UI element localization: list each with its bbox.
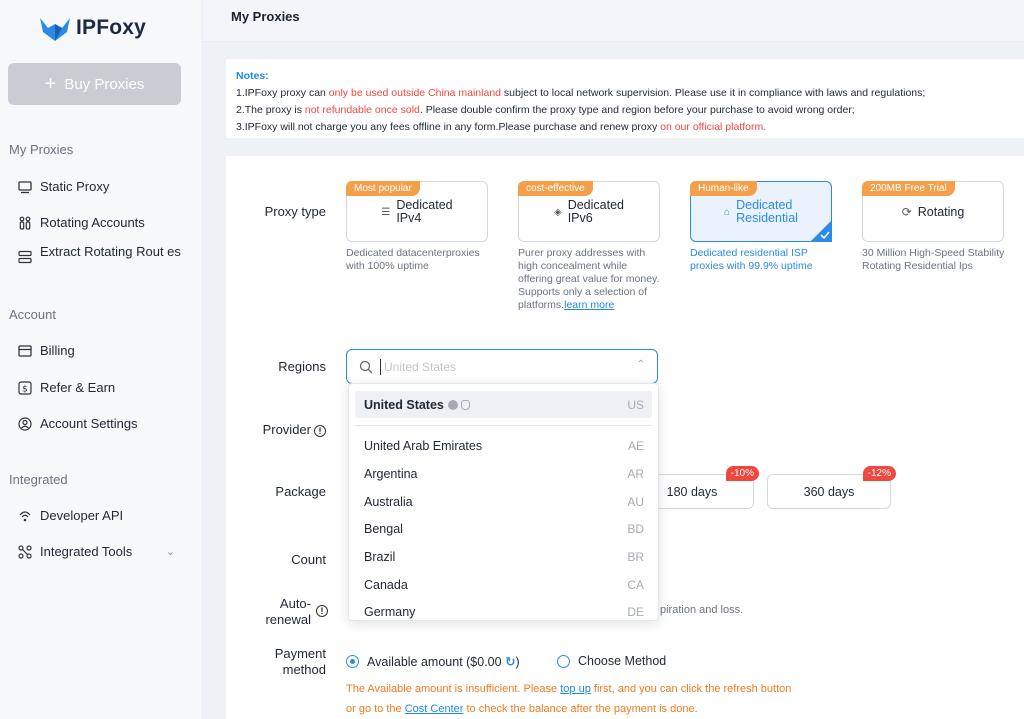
regions-dropdown: [348, 383, 659, 621]
proxy-type-title: [568, 199, 624, 225]
region-option-name: Brazil: [364, 549, 396, 564]
people-icon: [18, 216, 32, 230]
dollar-icon: [18, 381, 32, 395]
verified-icon: [448, 400, 458, 410]
list-icon: [18, 250, 32, 264]
proxy-type-tag: Most popular: [346, 181, 420, 196]
sidebar-item-label: Billing: [40, 343, 75, 358]
package-label: 360 days: [803, 484, 855, 499]
note-text: subject to local network supervision. Please use it in compliance with laws and regulations;: [501, 87, 926, 99]
proxy-type-title-line2: IPv6: [567, 211, 593, 225]
payment-label-line1: Payment: [274, 646, 326, 661]
buy-proxies-label: Buy Proxies: [64, 75, 145, 93]
page-title: My Proxies: [231, 9, 300, 24]
sidebar-item-billing[interactable]: [18, 343, 183, 358]
count-label: Count: [291, 552, 326, 567]
proxy-type-name: [347, 199, 487, 225]
discount-badge: -10%: [726, 466, 759, 481]
proxy-type-name: [519, 199, 659, 225]
proxy-type-tag: Human-like: [690, 181, 757, 196]
buy-proxies-button[interactable]: [8, 63, 181, 105]
proxy-type-desc: Dedicated datacenterproxies with 100% uptime: [346, 247, 480, 272]
warning-text: The Available amount is insufficient. Please: [346, 683, 561, 695]
chevron-up-icon[interactable]: ⌃: [636, 359, 645, 370]
cost-center-link[interactable]: Cost Center: [404, 703, 464, 715]
region-option-bd[interactable]: [355, 515, 652, 542]
fox-logo-icon: [38, 14, 72, 42]
region-option-name: Australia: [364, 494, 413, 509]
provider-label-text: Provider: [262, 422, 311, 437]
note-text: 1.IPFoxy proxy can: [236, 87, 329, 99]
insufficient-balance-warning: [346, 679, 791, 719]
note-highlight: not refundable once sold: [304, 104, 420, 116]
radio-unselected-icon: [557, 655, 570, 668]
region-option-name: Canada: [364, 577, 408, 592]
logo[interactable]: [38, 14, 146, 42]
region-code: BR: [627, 549, 644, 564]
rotate-icon: ⟳: [901, 205, 912, 219]
sidebar-item-account-settings[interactable]: [18, 416, 183, 431]
region-option-name: United Arab Emirates: [364, 438, 483, 453]
proxy-type-title: [736, 199, 798, 225]
info-icon[interactable]: !: [316, 605, 328, 617]
region-code: DE: [627, 604, 644, 619]
hand-icon: [461, 400, 470, 410]
home-icon: ⌂: [724, 206, 731, 218]
learn-more-link[interactable]: learn more: [564, 299, 615, 311]
proxy-type-title: Rotating: [917, 205, 965, 219]
proxy-type-title-line1: Dedicated: [736, 198, 793, 212]
top-up-link[interactable]: top up: [560, 683, 591, 695]
notes-title: Notes:: [236, 70, 269, 82]
proxy-type-title-line1: Dedicated: [567, 198, 624, 212]
note-text: 3.IPFoxy will not charge you any fees offline in any form.Please purchase and renew proxy: [236, 121, 661, 133]
server-icon: ☰: [381, 206, 391, 218]
sidebar-item-rotating-accounts[interactable]: [18, 215, 183, 230]
payment-label: [226, 646, 326, 678]
note-text: . Please double confirm the proxy type and region before your purchase to avoid wrong order;: [419, 104, 855, 116]
region-option-us[interactable]: [355, 391, 652, 418]
main-content: [203, 0, 1024, 719]
search-icon: [359, 360, 373, 374]
discount-badge: -12%: [863, 466, 896, 481]
note-text: 2.The proxy is: [236, 104, 305, 116]
region-code: AR: [627, 466, 644, 481]
divider: [355, 425, 652, 426]
sidebar-item-label: Developer API: [40, 508, 124, 523]
available-amount-text: Available amount ($0.00: [367, 655, 506, 669]
payment-choose-method[interactable]: [557, 654, 666, 668]
note-highlight: only be used outside China mainland: [328, 87, 501, 99]
autorenew-description: piration and loss.: [660, 604, 744, 616]
proxy-type-title-line2: Residential: [736, 211, 798, 225]
proxy-type-dedicated-ipv4[interactable]: [346, 181, 488, 242]
autorenew-label: [211, 596, 311, 628]
proxy-type-tag: cost-effective: [518, 181, 593, 196]
sidebar-item-refer-earn[interactable]: [18, 380, 183, 395]
sidebar-item-label: Rotating Accounts: [40, 215, 145, 230]
layers-icon: ◈: [554, 206, 562, 218]
region-option-de[interactable]: [355, 598, 652, 621]
proxy-type-title-line1: Dedicated: [396, 198, 453, 212]
proxy-type-label: Proxy type: [264, 204, 326, 219]
sidebar-item-label: Integrated Tools: [40, 544, 133, 559]
proxy-type-rotating[interactable]: [862, 181, 1004, 242]
proxy-type-desc: [518, 247, 663, 312]
sidebar-item-extract-rotating-routes[interactable]: [18, 243, 183, 264]
chevron-down-icon: ⌄: [165, 546, 175, 558]
regions-label: Regions: [278, 359, 326, 374]
user-settings-icon: [18, 417, 32, 431]
package-label: Package: [275, 484, 326, 499]
sidebar-item-developer-api[interactable]: [18, 508, 183, 523]
section-account: Account: [9, 307, 56, 322]
region-code: BD: [627, 521, 644, 536]
sidebar-item-label: Static Proxy: [40, 179, 110, 194]
region-option-name: [364, 398, 470, 412]
proxy-type-title-line2: IPv4: [396, 211, 422, 225]
note-line-2: [236, 102, 1014, 119]
billing-icon: [18, 344, 32, 358]
region-code: CA: [627, 577, 644, 592]
autorenew-label-line1: Auto-: [279, 596, 311, 611]
monitor-icon: [18, 180, 32, 194]
warning-line-2: [346, 699, 791, 719]
proxy-type-tag: 200MB Free Trial: [862, 181, 955, 196]
available-amount-end: ): [515, 655, 520, 669]
text-caret: [380, 359, 381, 375]
payment-label-line2: method: [282, 662, 326, 677]
package-360-days[interactable]: [767, 468, 891, 509]
check-icon: [810, 220, 832, 242]
region-option-name: Argentina: [364, 466, 418, 481]
topbar: [203, 0, 1024, 42]
warning-text: or go to the: [346, 703, 405, 715]
region-option-br[interactable]: [355, 543, 652, 570]
note-highlight: on our official platform.: [660, 121, 767, 133]
region-name-text: United States: [364, 397, 444, 412]
region-code: AU: [627, 494, 644, 509]
available-amount-label: [367, 654, 520, 669]
regions-search-input[interactable]: [346, 349, 658, 384]
svg-text:$: $: [22, 384, 28, 395]
warning-text: first, and you can click the refresh button: [590, 683, 792, 695]
proxy-type-desc: 30 Million High-Speed Stability Rotating Residential Ips: [862, 247, 1005, 272]
proxy-type-desc: Dedicated residential ISP proxies with 99.9% uptime: [690, 247, 813, 272]
package-label: 180 days: [666, 484, 718, 499]
warning-text: to check the balance after the payment is done.: [463, 703, 698, 715]
refresh-icon[interactable]: ↻: [505, 655, 516, 669]
autorenew-label-line2: [211, 612, 311, 628]
proxy-type-desc-text: Purer proxy addresses with high concealment while offering great value for money. Supports only a selection of platforms.: [518, 247, 660, 311]
section-integrated: Integrated: [9, 472, 68, 487]
autorenew-label-text: renewal: [265, 612, 311, 627]
region-option-ar[interactable]: [355, 460, 652, 487]
region-option-au[interactable]: [355, 488, 652, 515]
note-line-3: [236, 119, 1014, 136]
note-line-1: [236, 85, 1014, 102]
warning-line-1: [346, 679, 791, 699]
regions-placeholder: United States: [384, 360, 457, 374]
proxy-type-dedicated-residential[interactable]: [690, 181, 832, 242]
notes-panel: [226, 59, 1024, 138]
region-option-ae[interactable]: [355, 432, 652, 459]
region-option-name: Germany: [364, 604, 416, 619]
order-form: [226, 156, 1024, 719]
sidebar: [0, 0, 201, 719]
payment-available-amount[interactable]: [346, 654, 520, 669]
sidebar-item-label: Extract Rotating Rout es: [40, 244, 181, 259]
tools-icon: [18, 545, 32, 559]
provider-label: [226, 422, 326, 438]
region-option-ca[interactable]: [355, 571, 652, 598]
proxy-type-dedicated-ipv6[interactable]: [518, 181, 660, 242]
brand-name: IPFoxy: [76, 16, 147, 39]
section-my-proxies: My Proxies: [9, 142, 74, 157]
region-code: US: [627, 397, 644, 412]
api-icon: [18, 509, 32, 523]
sidebar-item-static-proxy[interactable]: [18, 179, 183, 194]
region-code: AE: [627, 438, 644, 453]
plus-icon: +: [44, 73, 57, 95]
radio-selected-icon: [346, 655, 359, 668]
sidebar-item-label: Account Settings: [40, 416, 138, 431]
choose-method-label: Choose Method: [578, 654, 667, 668]
region-option-name: Bengal: [364, 521, 403, 536]
sidebar-item-label: Refer & Earn: [40, 380, 116, 395]
info-icon[interactable]: !: [314, 425, 326, 437]
proxy-type-title: [396, 199, 452, 225]
proxy-type-name: [863, 206, 1003, 219]
sidebar-item-integrated-tools[interactable]: [18, 544, 183, 559]
